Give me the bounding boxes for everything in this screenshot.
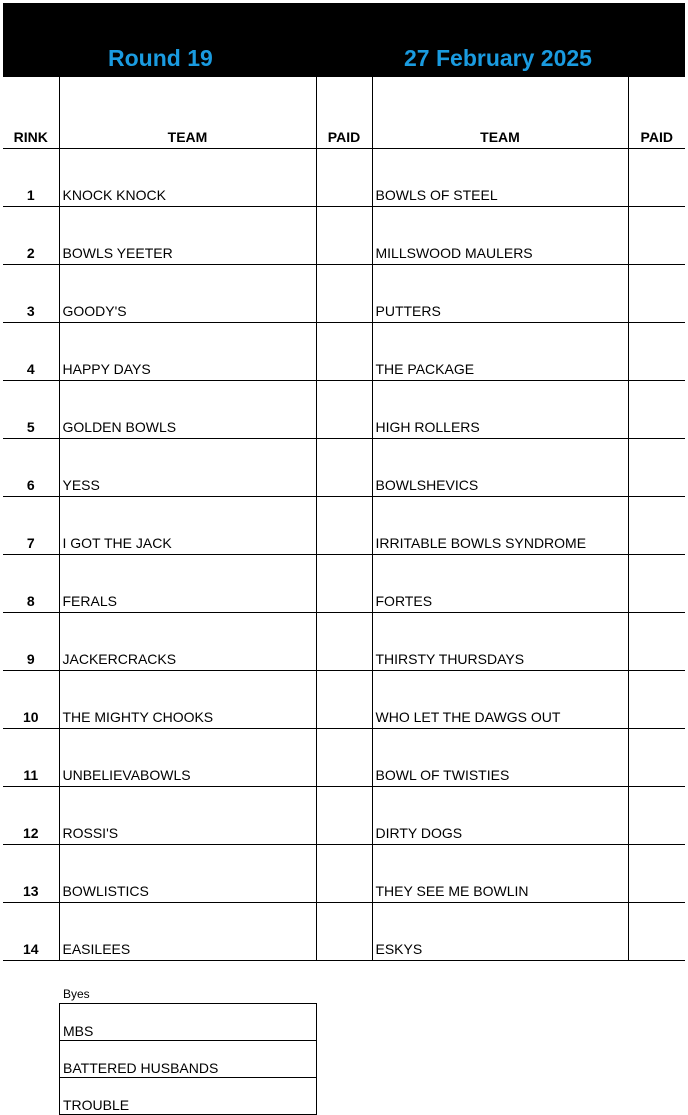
byes-table: [59, 1003, 317, 1115]
rink-number: 4: [3, 323, 59, 381]
rink-number: 2: [3, 207, 59, 265]
paid2-cell: [628, 671, 685, 729]
paid1-cell: [316, 323, 372, 381]
rink-number: 5: [3, 381, 59, 439]
rink-number: 13: [3, 845, 59, 903]
table-row: [3, 323, 685, 381]
bye-row: [60, 1078, 317, 1115]
bye-team-cell: BATTERED HUSBANDS: [60, 1041, 317, 1078]
team2-cell: PUTTERS: [372, 265, 628, 323]
paid1-cell: [316, 903, 372, 961]
rink-number: 7: [3, 497, 59, 555]
round-title: Round 19: [108, 45, 213, 71]
team2-cell: BOWL OF TWISTIES: [372, 729, 628, 787]
team1-cell: I GOT THE JACK: [59, 497, 316, 555]
table-row: [3, 613, 685, 671]
team1-cell: ROSSI'S: [59, 787, 316, 845]
team2-column-header: TEAM: [372, 77, 628, 149]
paid2-cell: [628, 149, 685, 207]
team1-cell: BOWLISTICS: [59, 845, 316, 903]
table-row: [3, 787, 685, 845]
rink-column-header: RINK: [3, 77, 59, 149]
team1-cell: THE MIGHTY CHOOKS: [59, 671, 316, 729]
paid2-column-header: PAID: [628, 77, 685, 149]
paid2-cell: [628, 207, 685, 265]
team2-cell: BOWLS OF STEEL: [372, 149, 628, 207]
paid2-cell: [628, 729, 685, 787]
team2-cell: ESKYS: [372, 903, 628, 961]
team1-cell: JACKERCRACKS: [59, 613, 316, 671]
paid2-cell: [628, 555, 685, 613]
table-row: [3, 381, 685, 439]
team1-cell: BOWLS YEETER: [59, 207, 316, 265]
table-row: [3, 207, 685, 265]
paid1-cell: [316, 207, 372, 265]
rink-number: 14: [3, 903, 59, 961]
table-row: [3, 729, 685, 787]
paid1-cell: [316, 555, 372, 613]
team2-cell: HIGH ROLLERS: [372, 381, 628, 439]
paid1-cell: [316, 671, 372, 729]
paid1-cell: [316, 381, 372, 439]
rink-number: 6: [3, 439, 59, 497]
paid1-cell: [316, 613, 372, 671]
paid2-cell: [628, 497, 685, 555]
paid2-cell: [628, 439, 685, 497]
draw-table: [3, 77, 685, 961]
rink-number: 9: [3, 613, 59, 671]
rink-number: 10: [3, 671, 59, 729]
team1-cell: KNOCK KNOCK: [59, 149, 316, 207]
team1-cell: GOLDEN BOWLS: [59, 381, 316, 439]
date-title: 27 February 2025: [404, 45, 592, 71]
paid2-cell: [628, 265, 685, 323]
paid1-column-header: PAID: [316, 77, 372, 149]
table-row: [3, 845, 685, 903]
bye-row: [60, 1004, 317, 1041]
team2-cell: THIRSTY THURSDAYS: [372, 613, 628, 671]
bye-team-cell: TROUBLE: [60, 1078, 317, 1115]
paid1-cell: [316, 439, 372, 497]
team1-cell: EASILEES: [59, 903, 316, 961]
table-row: [3, 265, 685, 323]
paid1-cell: [316, 149, 372, 207]
paid2-cell: [628, 787, 685, 845]
bye-row: [60, 1041, 317, 1078]
rink-number: 3: [3, 265, 59, 323]
paid1-cell: [316, 497, 372, 555]
rink-number: 11: [3, 729, 59, 787]
paid2-cell: [628, 613, 685, 671]
table-row: [3, 903, 685, 961]
paid2-cell: [628, 845, 685, 903]
bye-team-cell: MBS: [60, 1004, 317, 1041]
table-header-row: [3, 77, 685, 149]
team1-column-header: TEAM: [59, 77, 316, 149]
rink-number: 12: [3, 787, 59, 845]
team2-cell: THEY SEE ME BOWLIN: [372, 845, 628, 903]
byes-label: Byes: [63, 987, 90, 1001]
team2-cell: DIRTY DOGS: [372, 787, 628, 845]
team1-cell: YESS: [59, 439, 316, 497]
table-row: [3, 439, 685, 497]
table-row: [3, 671, 685, 729]
team2-cell: MILLSWOOD MAULERS: [372, 207, 628, 265]
paid2-cell: [628, 381, 685, 439]
team2-cell: FORTES: [372, 555, 628, 613]
table-row: [3, 555, 685, 613]
rink-number: 8: [3, 555, 59, 613]
paid1-cell: [316, 845, 372, 903]
team1-cell: HAPPY DAYS: [59, 323, 316, 381]
paid2-cell: [628, 323, 685, 381]
table-row: [3, 149, 685, 207]
paid1-cell: [316, 787, 372, 845]
paid1-cell: [316, 265, 372, 323]
team2-cell: THE PACKAGE: [372, 323, 628, 381]
team1-cell: GOODY'S: [59, 265, 316, 323]
team1-cell: UNBELIEVABOWLS: [59, 729, 316, 787]
team2-cell: WHO LET THE DAWGS OUT: [372, 671, 628, 729]
rink-number: 1: [3, 149, 59, 207]
team2-cell: BOWLSHEVICS: [372, 439, 628, 497]
paid1-cell: [316, 729, 372, 787]
team1-cell: FERALS: [59, 555, 316, 613]
table-row: [3, 497, 685, 555]
paid2-cell: [628, 903, 685, 961]
team2-cell: IRRITABLE BOWLS SYNDROME: [372, 497, 628, 555]
